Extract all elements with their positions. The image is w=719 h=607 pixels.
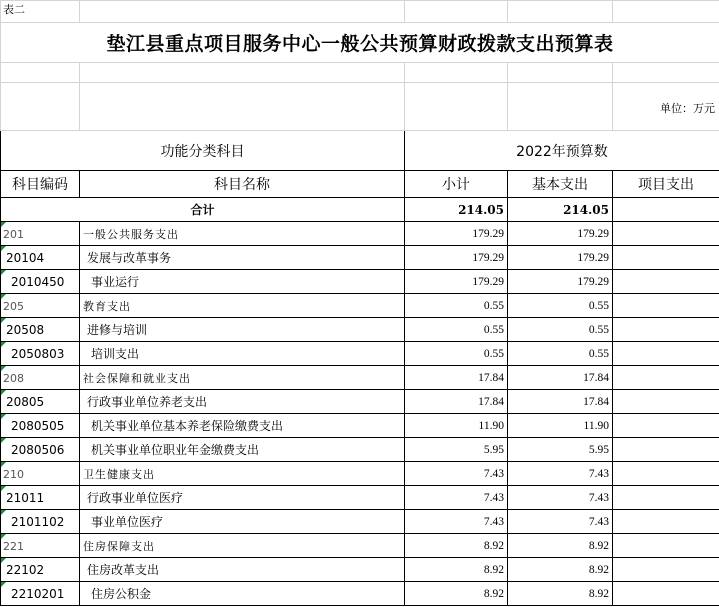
- basic-value[interactable]: 0.55: [508, 318, 613, 342]
- subtotal-value[interactable]: 11.90: [405, 414, 508, 438]
- subject-code: 210: [3, 467, 24, 481]
- subtotal-value[interactable]: 0.55: [405, 294, 508, 318]
- text-number-indicator-icon: [1, 534, 6, 539]
- subject-code: 20104: [6, 250, 45, 265]
- table-row: [1, 486, 719, 510]
- project-value[interactable]: [613, 558, 719, 582]
- subtotal-value[interactable]: 8.92: [405, 558, 508, 582]
- subject-name[interactable]: 事业单位医疗: [80, 510, 405, 534]
- text-number-indicator-icon: [1, 342, 6, 347]
- total-row: [1, 198, 719, 222]
- basic-value[interactable]: 7.43: [508, 510, 613, 534]
- subject-code: 21011: [6, 490, 45, 505]
- subject-name[interactable]: 教育支出: [80, 294, 405, 318]
- table-row: [1, 438, 719, 462]
- subject-code: 2080506: [11, 442, 65, 457]
- subject-code: 2010450: [11, 274, 65, 289]
- basic-value[interactable]: 7.43: [508, 462, 613, 486]
- total-project[interactable]: [613, 198, 719, 222]
- table-row: [1, 366, 719, 390]
- empty-cell[interactable]: [1, 83, 80, 131]
- text-number-indicator-icon: [1, 318, 6, 323]
- subtotal-value[interactable]: 8.92: [405, 582, 508, 606]
- subject-name[interactable]: 事业运行: [80, 270, 405, 294]
- subject-code-cell[interactable]: [1, 246, 80, 270]
- subject-name[interactable]: 进修与培训: [80, 318, 405, 342]
- empty-cell[interactable]: [405, 63, 508, 83]
- table-row: [1, 246, 719, 270]
- subtotal-value[interactable]: 0.55: [405, 342, 508, 366]
- header-basic[interactable]: 基本支出: [508, 171, 613, 198]
- empty-cell[interactable]: [80, 83, 405, 131]
- project-value[interactable]: [613, 270, 719, 294]
- basic-value[interactable]: 179.29: [508, 270, 613, 294]
- corner-label[interactable]: 表二: [1, 1, 80, 23]
- subtotal-value[interactable]: 17.84: [405, 366, 508, 390]
- subject-code: 201: [3, 227, 24, 241]
- basic-value[interactable]: 11.90: [508, 414, 613, 438]
- unit-label[interactable]: 单位：万元: [613, 83, 719, 131]
- subject-code: 208: [3, 371, 24, 385]
- subject-name[interactable]: 机关事业单位基本养老保险缴费支出: [80, 414, 405, 438]
- sheet-title[interactable]: 垫江县重点项目服务中心一般公共预算财政拨款支出预算表: [1, 23, 719, 63]
- subject-name[interactable]: 卫生健康支出: [80, 462, 405, 486]
- subject-code: 20805: [6, 394, 45, 409]
- table-row: [1, 510, 719, 534]
- subject-code-cell[interactable]: [1, 462, 80, 486]
- project-value[interactable]: [613, 414, 719, 438]
- project-value[interactable]: [613, 366, 719, 390]
- subject-code-cell[interactable]: [1, 510, 80, 534]
- subject-code-cell[interactable]: [1, 582, 80, 606]
- empty-cell[interactable]: [613, 1, 719, 23]
- basic-value[interactable]: 179.29: [508, 246, 613, 270]
- table-row: [1, 318, 719, 342]
- project-value[interactable]: [613, 582, 719, 606]
- subtotal-value[interactable]: 8.92: [405, 534, 508, 558]
- subtotal-value[interactable]: 179.29: [405, 246, 508, 270]
- subject-name[interactable]: 住房改革支出: [80, 558, 405, 582]
- text-number-indicator-icon: [1, 438, 6, 443]
- text-number-indicator-icon: [1, 390, 6, 395]
- subject-code-cell[interactable]: [1, 558, 80, 582]
- subtotal-value[interactable]: 7.43: [405, 462, 508, 486]
- text-number-indicator-icon: [1, 366, 6, 371]
- text-number-indicator-icon: [1, 462, 6, 467]
- empty-cell[interactable]: [80, 1, 405, 23]
- subject-code-cell[interactable]: [1, 486, 80, 510]
- project-value[interactable]: [613, 222, 719, 246]
- empty-cell[interactable]: [508, 83, 613, 131]
- basic-value[interactable]: 7.43: [508, 486, 613, 510]
- header-code[interactable]: 科目编码: [1, 171, 80, 198]
- subject-code-cell[interactable]: [1, 438, 80, 462]
- subject-code: 22102: [6, 562, 45, 577]
- table-row: [1, 582, 719, 606]
- subtotal-value[interactable]: 5.95: [405, 438, 508, 462]
- subject-name[interactable]: 发展与改革事务: [80, 246, 405, 270]
- table-row: [1, 558, 719, 582]
- subject-code-cell[interactable]: [1, 318, 80, 342]
- table-row: [1, 462, 719, 486]
- total-basic[interactable]: 214.05: [508, 198, 613, 222]
- subtotal-value[interactable]: 17.84: [405, 390, 508, 414]
- subject-code-cell[interactable]: [1, 366, 80, 390]
- empty-cell[interactable]: [405, 83, 508, 131]
- total-subtotal[interactable]: 214.05: [405, 198, 508, 222]
- subject-code: 2210201: [11, 586, 65, 601]
- text-number-indicator-icon: [1, 294, 6, 299]
- subject-name[interactable]: 培训支出: [80, 342, 405, 366]
- subtotal-value[interactable]: 7.43: [405, 486, 508, 510]
- subject-name[interactable]: 机关事业单位职业年金缴费支出: [80, 438, 405, 462]
- subject-code: 2101102: [11, 514, 65, 529]
- empty-cell[interactable]: [80, 63, 405, 83]
- subject-code: 221: [3, 539, 24, 553]
- basic-value[interactable]: 17.84: [508, 390, 613, 414]
- table-row: [1, 342, 719, 366]
- basic-value[interactable]: 8.92: [508, 534, 613, 558]
- basic-value[interactable]: 5.95: [508, 438, 613, 462]
- project-value[interactable]: [613, 294, 719, 318]
- subject-code-cell[interactable]: [1, 390, 80, 414]
- header-project[interactable]: 项目支出: [613, 171, 719, 198]
- subject-code: 2080505: [11, 418, 65, 433]
- project-value[interactable]: [613, 510, 719, 534]
- header-subtotal[interactable]: 小计: [405, 171, 508, 198]
- subject-code-cell[interactable]: [1, 534, 80, 558]
- project-value[interactable]: [613, 246, 719, 270]
- subtotal-value[interactable]: 179.29: [405, 270, 508, 294]
- table-row: [1, 534, 719, 558]
- header-subject-group[interactable]: 功能分类科目: [1, 131, 405, 171]
- subject-name[interactable]: 一般公共服务支出: [80, 222, 405, 246]
- table-row: [1, 390, 719, 414]
- text-number-indicator-icon: [1, 510, 6, 515]
- basic-value[interactable]: 8.92: [508, 582, 613, 606]
- subject-code-cell[interactable]: [1, 414, 80, 438]
- subject-code: 20508: [6, 322, 45, 337]
- subject-name[interactable]: 社会保障和就业支出: [80, 366, 405, 390]
- header-name[interactable]: 科目名称: [80, 171, 405, 198]
- subject-name[interactable]: 住房保障支出: [80, 534, 405, 558]
- subtotal-value[interactable]: 7.43: [405, 510, 508, 534]
- subject-code-cell[interactable]: [1, 342, 80, 366]
- subject-name[interactable]: 住房公积金: [80, 582, 405, 606]
- subject-code-cell[interactable]: [1, 294, 80, 318]
- text-number-indicator-icon: [1, 270, 6, 275]
- subject-code: 205: [3, 299, 24, 313]
- text-number-indicator-icon: [1, 222, 6, 227]
- total-label[interactable]: 合计: [1, 198, 405, 222]
- table-row: [1, 270, 719, 294]
- empty-cell[interactable]: [1, 63, 80, 83]
- project-value[interactable]: [613, 342, 719, 366]
- subject-code: 2050803: [11, 346, 65, 361]
- subject-name[interactable]: 行政事业单位医疗: [80, 486, 405, 510]
- subtotal-value[interactable]: 179.29: [405, 222, 508, 246]
- table-row: [1, 222, 719, 246]
- text-number-indicator-icon: [1, 414, 6, 419]
- empty-cell[interactable]: [405, 1, 508, 23]
- project-value[interactable]: [613, 486, 719, 510]
- basic-value[interactable]: 0.55: [508, 294, 613, 318]
- table-row: [1, 294, 719, 318]
- basic-value[interactable]: 179.29: [508, 222, 613, 246]
- text-number-indicator-icon: [1, 486, 6, 491]
- project-value[interactable]: [613, 318, 719, 342]
- project-value[interactable]: [613, 534, 719, 558]
- project-value[interactable]: [613, 462, 719, 486]
- basic-value[interactable]: 8.92: [508, 558, 613, 582]
- table-row: [1, 414, 719, 438]
- empty-cell[interactable]: [508, 63, 613, 83]
- subject-code-cell[interactable]: [1, 222, 80, 246]
- subtotal-value[interactable]: 0.55: [405, 318, 508, 342]
- empty-cell[interactable]: [613, 63, 719, 83]
- header-budget-group[interactable]: 2022年预算数: [405, 131, 719, 171]
- subject-code-cell[interactable]: [1, 270, 80, 294]
- empty-cell[interactable]: [508, 1, 613, 23]
- subject-name[interactable]: 行政事业单位养老支出: [80, 390, 405, 414]
- text-number-indicator-icon: [1, 582, 6, 587]
- project-value[interactable]: [613, 438, 719, 462]
- basic-value[interactable]: 17.84: [508, 366, 613, 390]
- project-value[interactable]: [613, 390, 719, 414]
- text-number-indicator-icon: [1, 558, 6, 563]
- basic-value[interactable]: 0.55: [508, 342, 613, 366]
- text-number-indicator-icon: [1, 246, 6, 251]
